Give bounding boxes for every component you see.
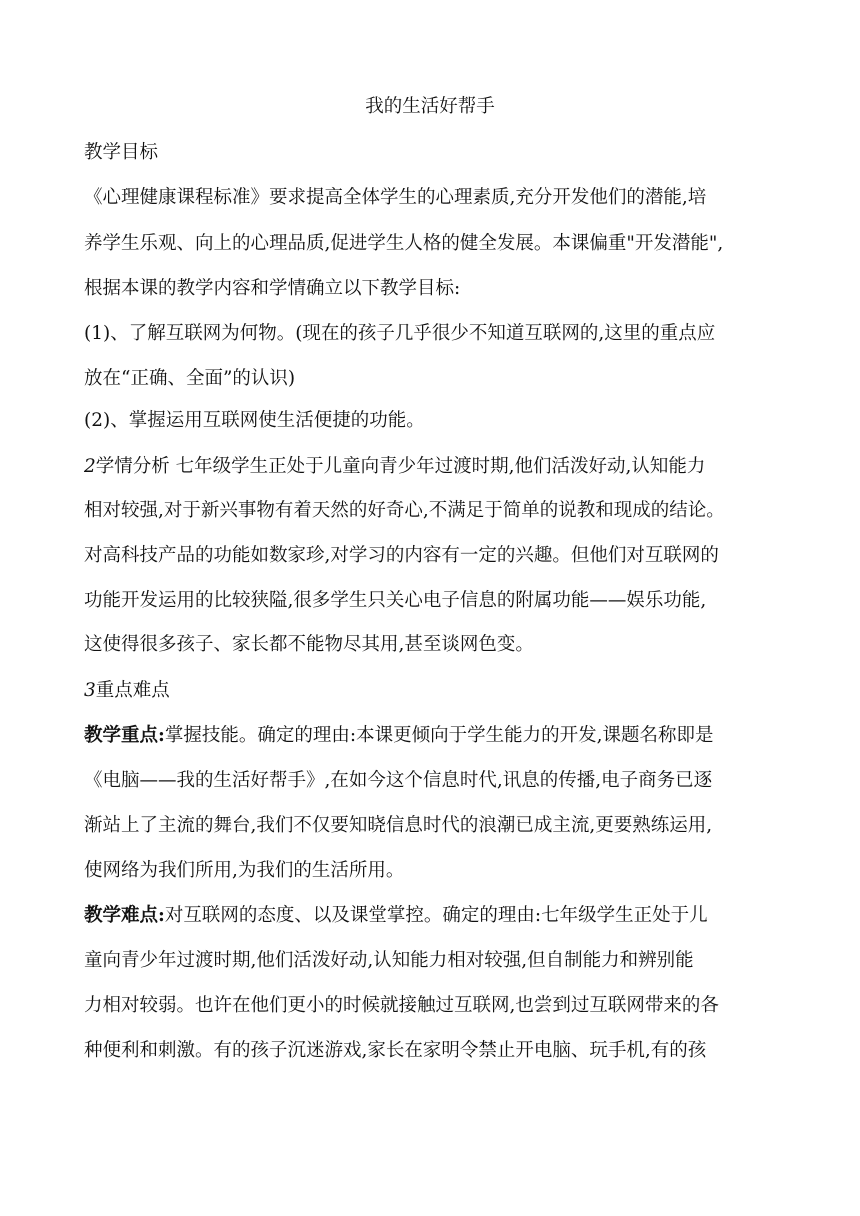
key-point-label: 教学重点:: [84, 725, 165, 746]
difficult-point-paragraph-line: 童向青少年过渡时期,他们活泼好动,认知能力相对较强,但自制能力和辨别能: [84, 950, 694, 971]
key-point-paragraph-line: 使网络为我们所用,为我们的生活所用。: [84, 860, 405, 881]
goals-paragraph-line: 根据本课的教学内容和学情确立以下教学目标:: [84, 278, 461, 299]
key-point-text: 掌握技能。确定的理由:本课更倾向于学生能力的开发,课题名称即是: [164, 725, 714, 746]
difficult-point-paragraph-line: 种便利和刺激。有的孩子沉迷游戏,家长在家明令禁止开电脑、玩手机,有的孩: [84, 1040, 707, 1061]
key-point-paragraph-line: [84, 725, 713, 747]
analysis-paragraph-line: [84, 456, 705, 478]
analysis-text: 学情分析 七年级学生正处于儿童向青少年过渡时期,他们活泼好动,认知能力: [95, 456, 706, 477]
document-title: 我的生活好帮手: [365, 96, 495, 117]
key-point-paragraph-line: 《电脑——我的生活好帮手》,在如今这个信息时代,讯息的传播,电子商务已逐: [84, 770, 713, 791]
analysis-paragraph-line: 相对较强,对于新兴事物有着天然的好奇心,不满足于简单的说教和现成的结论。: [84, 500, 725, 521]
goal-item-2: (2)、掌握运用互联网使生活便捷的功能。: [84, 410, 425, 431]
heading-key-difficult: [84, 680, 170, 702]
key-point-paragraph-line: 渐站上了主流的舞台,我们不仅要知晓信息时代的浪潮已成主流,更要熟练运用,: [84, 815, 713, 836]
analysis-paragraph-line: 功能开发运用的比较狭隘,很多学生只关心电子信息的附属功能——娱乐功能,: [84, 590, 707, 611]
analysis-paragraph-line: 对高科技产品的功能如数家珍,对学习的内容有一定的兴趣。但他们对互联网的: [84, 545, 719, 566]
difficult-point-paragraph-line: [84, 905, 708, 927]
difficult-point-paragraph-line: 力相对较弱。也许在他们更小的时候就接触过互联网,也尝到过互联网带来的各: [84, 995, 719, 1016]
analysis-paragraph-line: 这使得很多孩子、家长都不能物尽其用,甚至谈网色变。: [84, 634, 534, 655]
goals-paragraph-line: 《心理健康课程标准》要求提高全体学生的心理素质,充分开发他们的潜能,培: [84, 187, 707, 208]
section-title: 重点难点: [95, 680, 170, 701]
section-number: 2: [84, 456, 96, 477]
difficult-point-text: 对互联网的态度、以及课堂掌控。确定的理由:七年级学生正处于儿: [164, 905, 708, 926]
goal-item-1: (1)、了解互联网为何物。(现在的孩子几乎很少不知道互联网的,这里的重点应: [84, 323, 716, 344]
difficult-point-label: 教学难点:: [84, 905, 165, 926]
goal-item-1-cont: 放在“正确、全面”的认识): [84, 368, 296, 389]
goals-paragraph-line: 养学生乐观、向上的心理品质,促进学生人格的健全发展。本课偏重"开发潜能",: [84, 233, 724, 254]
section-number: 3: [84, 680, 96, 701]
heading-teaching-goals: 教学目标: [84, 142, 159, 163]
